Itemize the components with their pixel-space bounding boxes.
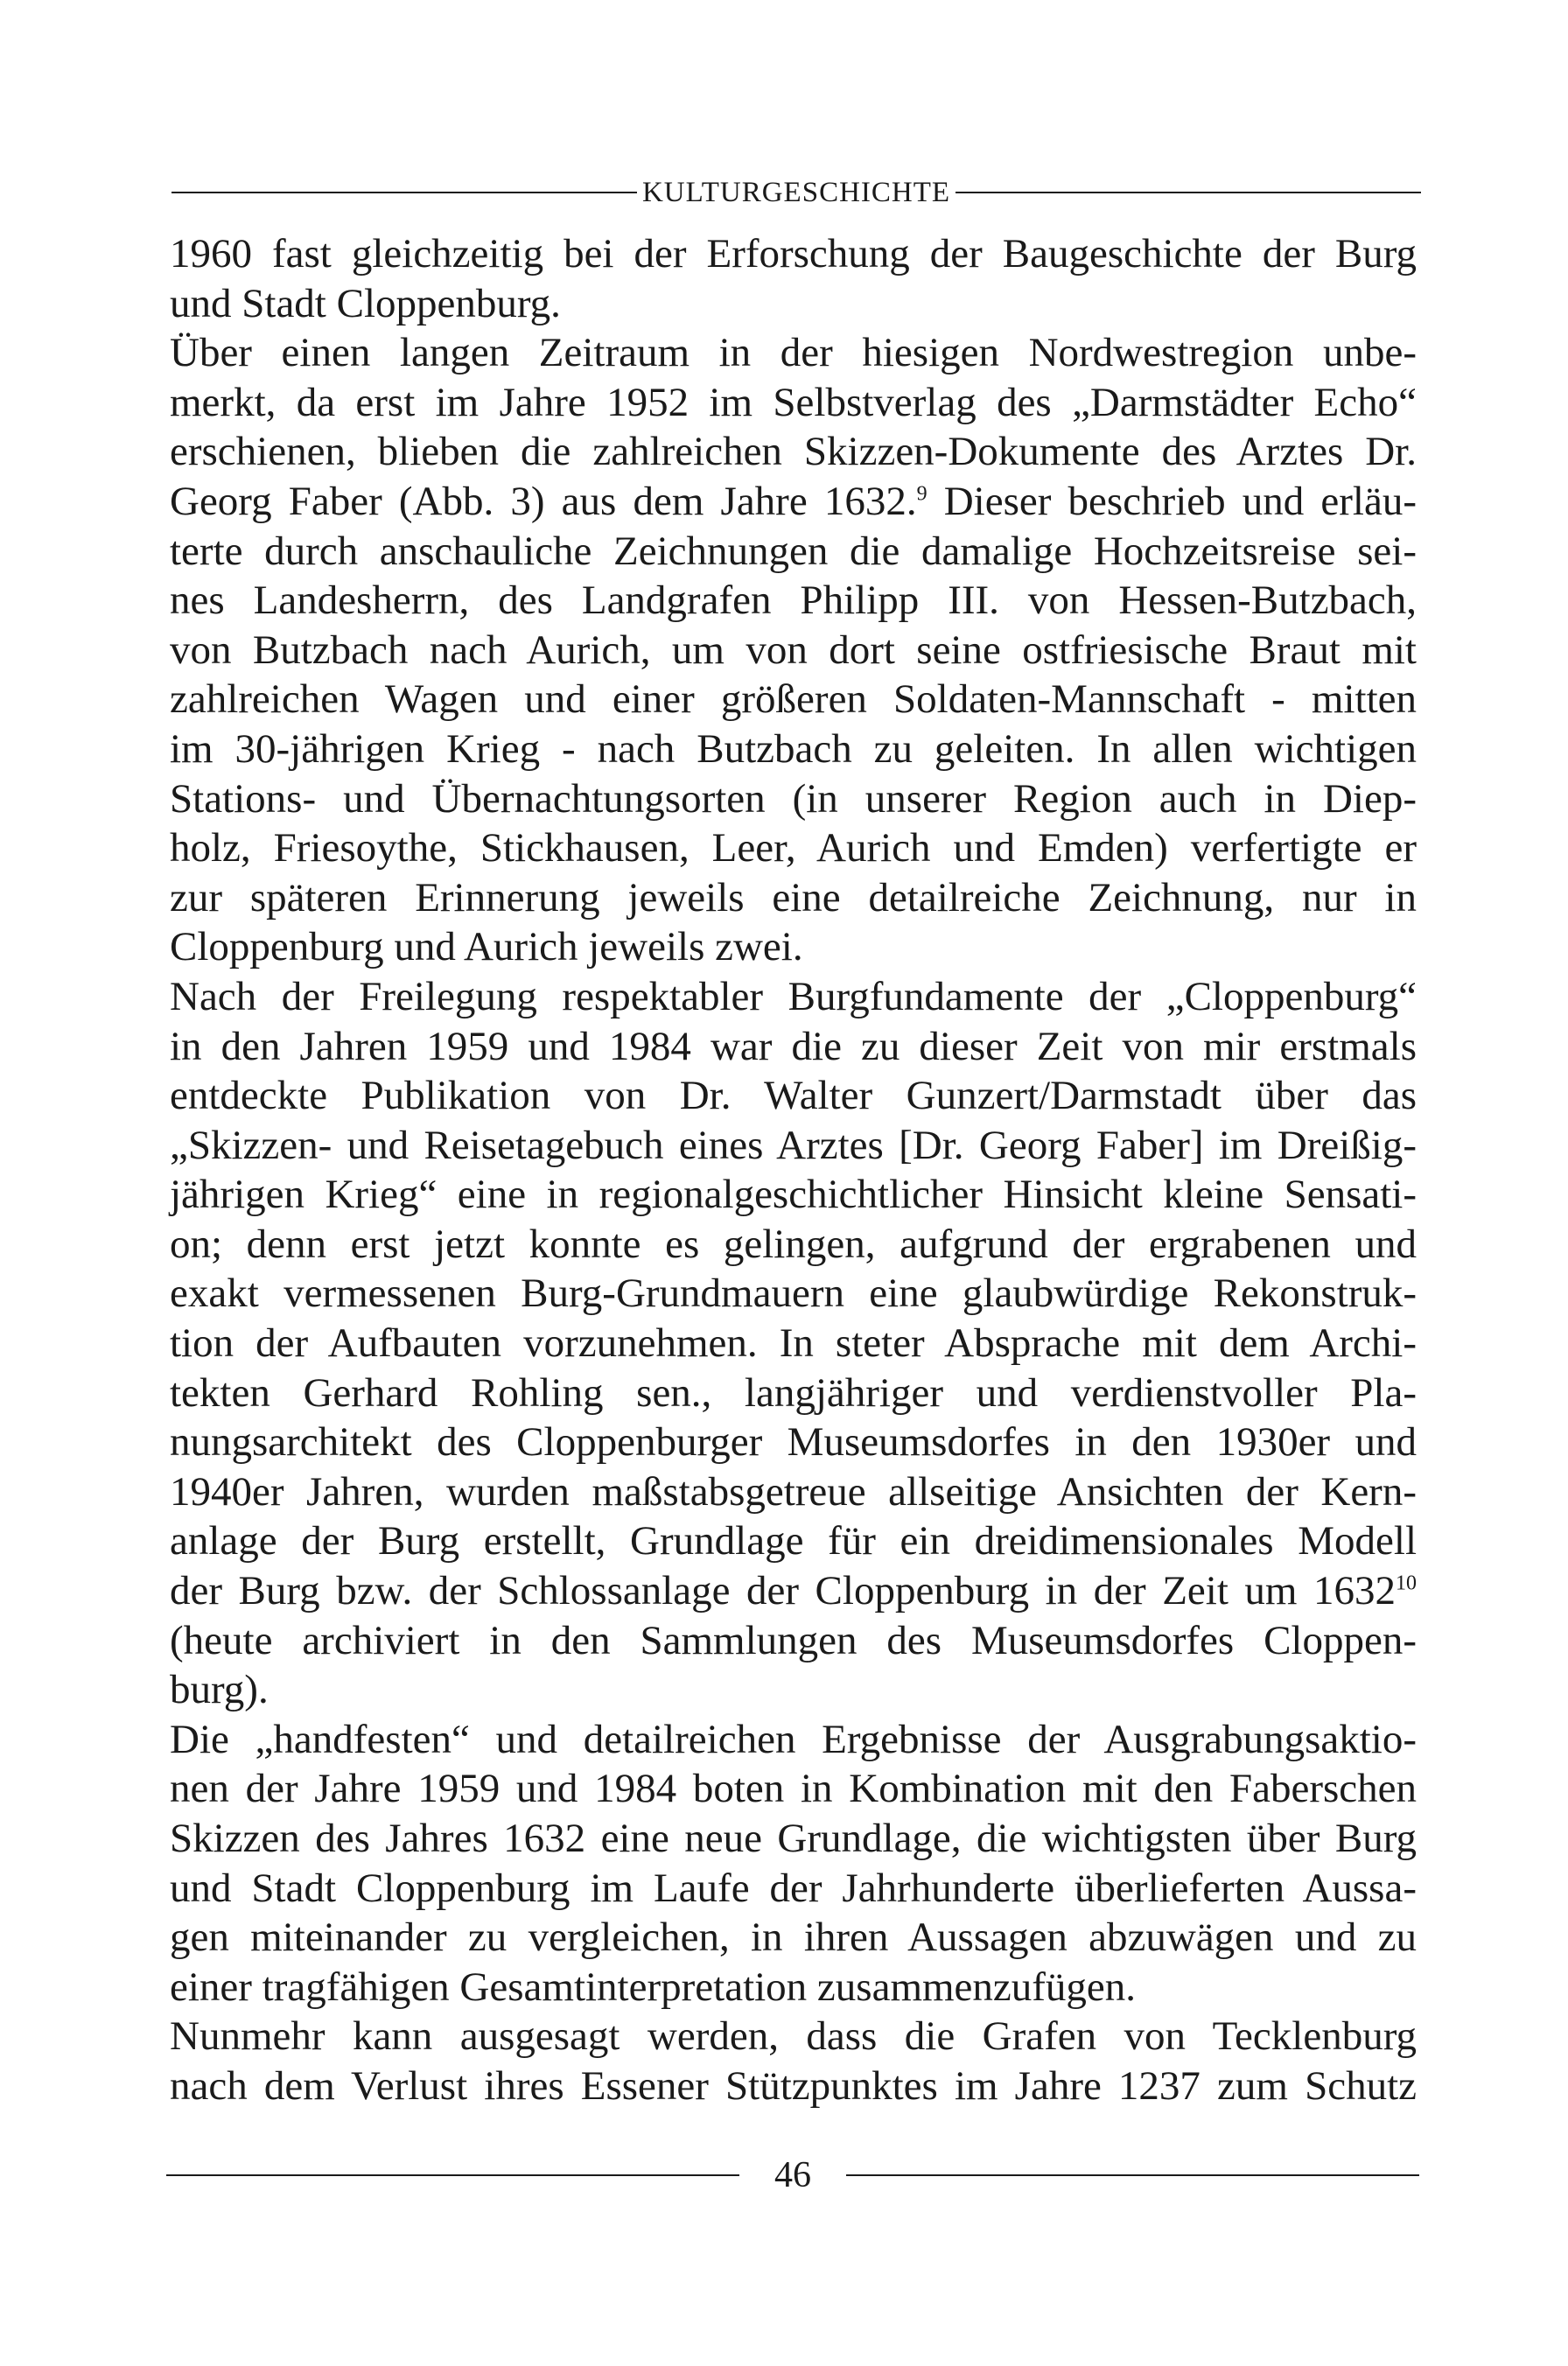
text-line: Stations- und Übernachtungsorten (in unserer Region auch in Diep- (170, 775, 1417, 822)
text-line: nungsarchitekt des Cloppenburger Museumsdorfes in den 1930er und (170, 1419, 1417, 1466)
text-line: Die „handfesten“ und detailreichen Ergebnisse der Ausgrabungsaktio- (170, 1716, 1417, 1762)
text-line: „Skizzen- und Reisetagebuch eines Arztes [Dr. Georg Faber] im Dreißig- (170, 1122, 1417, 1168)
text-line: Cloppenburg und Aurich jeweils zwei. (170, 924, 803, 970)
text-line: und Stadt Cloppenburg im Laufe der Jahrhunderte überlieferten Aussa- (170, 1865, 1417, 1911)
text-line: einer tragfähigen Gesamtinterpretation zusammenzufügen. (170, 1964, 1137, 2010)
text-line: nach dem Verlust ihres Essener Stützpunktes im Jahre 1237 zum Schutz (170, 2062, 1417, 2109)
text-line: nen der Jahre 1959 und 1984 boten in Kombination mit den Faberschen (170, 1766, 1417, 1812)
header-rule-left (172, 192, 637, 193)
text-line: nes Landesherrn, des Landgrafen Philipp III. von Hessen-Butzbach, (170, 578, 1417, 624)
text-line: in den Jahren 1959 und 1984 war die zu dieser Zeit von mir erstmals (170, 1023, 1417, 1069)
text-segment: Dieser beschrieb und erläu- (927, 478, 1417, 524)
text-line: 1940er Jahren, wurden maßstabsgetreue allseitige Ansichten der Kern- (170, 1468, 1417, 1515)
text-line: entdeckte Publikation von Dr. Walter Gunzert/Darmstadt über das (170, 1073, 1417, 1119)
text-line: Nunmehr kann ausgesagt werden, dass die Grafen von Tecklenburg (170, 2013, 1417, 2060)
page-number: 46 (774, 2155, 811, 2195)
paragraph-2 (170, 328, 1417, 972)
paragraph-4 (170, 1715, 1417, 2012)
header-rule-right (956, 192, 1421, 193)
text-line: im 30-jährigen Krieg - nach Butzbach zu geleiten. In allen wichtigen (170, 725, 1417, 772)
text-line: anlage der Burg erstellt, Grundlage für ein dreidimensionales Modell (170, 1518, 1417, 1564)
footer-rule-right (846, 2174, 1419, 2176)
text-line-with-footnote (170, 477, 1417, 527)
text-line: und Stadt Cloppenburg. (170, 280, 561, 326)
text-line: 1960 fast gleichzeitig bei der Erforschung der Baugeschichte der Burg (170, 231, 1417, 276)
text-line: (heute archiviert in den Sammlungen des Museumsdorfes Cloppen- (170, 1617, 1417, 1663)
text-segment: der Burg bzw. der Schlossanlage der Cloppenburg in der Zeit um 1632 (170, 1568, 1396, 1614)
text-line-with-footnote (170, 1566, 1417, 1616)
page-footer (166, 2152, 1419, 2198)
text-line: terte durch anschauliche Zeichnungen die damalige Hochzeitsreise sei- (170, 528, 1417, 574)
text-line: exakt vermessenen Burg-Grundmauern eine glaubwürdige Rekonstruk- (170, 1270, 1417, 1317)
footer-rule-left (166, 2174, 739, 2176)
text-line: tion der Aufbauten vorzunehmen. In steter Absprache mit dem Archi- (170, 1320, 1417, 1367)
text-line: zahlreichen Wagen und einer größeren Soldaten-Mannschaft - mitten (170, 676, 1417, 723)
text-line: Nach der Freilegung respektabler Burgfundamente der „Cloppenburg“ (170, 973, 1417, 1019)
paragraph-3 (170, 972, 1417, 1715)
running-header (172, 172, 1421, 214)
text-line: erschienen, blieben die zahlreichen Skizzen-Dokumente des Arztes Dr. (170, 429, 1417, 475)
text-line: merkt, da erst im Jahre 1952 im Selbstverlag des „Darmstädter Echo“ (170, 379, 1417, 425)
paragraph-5 (170, 2012, 1417, 2110)
text-line: zur späteren Erinnerung jeweils eine detailreiche Zeichnung, nur in (170, 874, 1417, 920)
body-text (170, 229, 1417, 2111)
footnote-ref-10: 10 (1396, 1572, 1417, 1595)
running-header-title: KULTURGESCHICHTE (641, 176, 951, 208)
text-line: on; denn erst jetzt konnte es gelingen, aufgrund der ergrabenen und (170, 1221, 1417, 1267)
text-line: holz, Friesoythe, Stickhausen, Leer, Aurich und Emden) verfertigte er (170, 825, 1417, 872)
text-line: Skizzen des Jahres 1632 eine neue Grundlage, die wichtigsten über Burg (170, 1816, 1417, 1861)
paragraph-1 (170, 229, 1417, 328)
text-line: tekten Gerhard Rohling sen., langjähriger und verdienstvoller Pla- (170, 1369, 1417, 1416)
text-line: jährigen Krieg“ eine in regionalgeschichtlicher Hinsicht kleine Sensati- (170, 1172, 1417, 1218)
text-line: gen miteinander zu vergleichen, in ihren Aussagen abzuwägen und zu (170, 1914, 1417, 1961)
text-line: von Butzbach nach Aurich, um von dort seine ostfriesische Braut mit (170, 626, 1417, 673)
text-line: burg). (170, 1667, 269, 1713)
text-segment: Georg Faber (Abb. 3) aus dem Jahre 1632. (170, 478, 917, 524)
footnote-ref-9: 9 (916, 482, 928, 506)
text-line: Über einen langen Zeitraum in der hiesigen Nordwestregion unbe- (170, 330, 1417, 376)
